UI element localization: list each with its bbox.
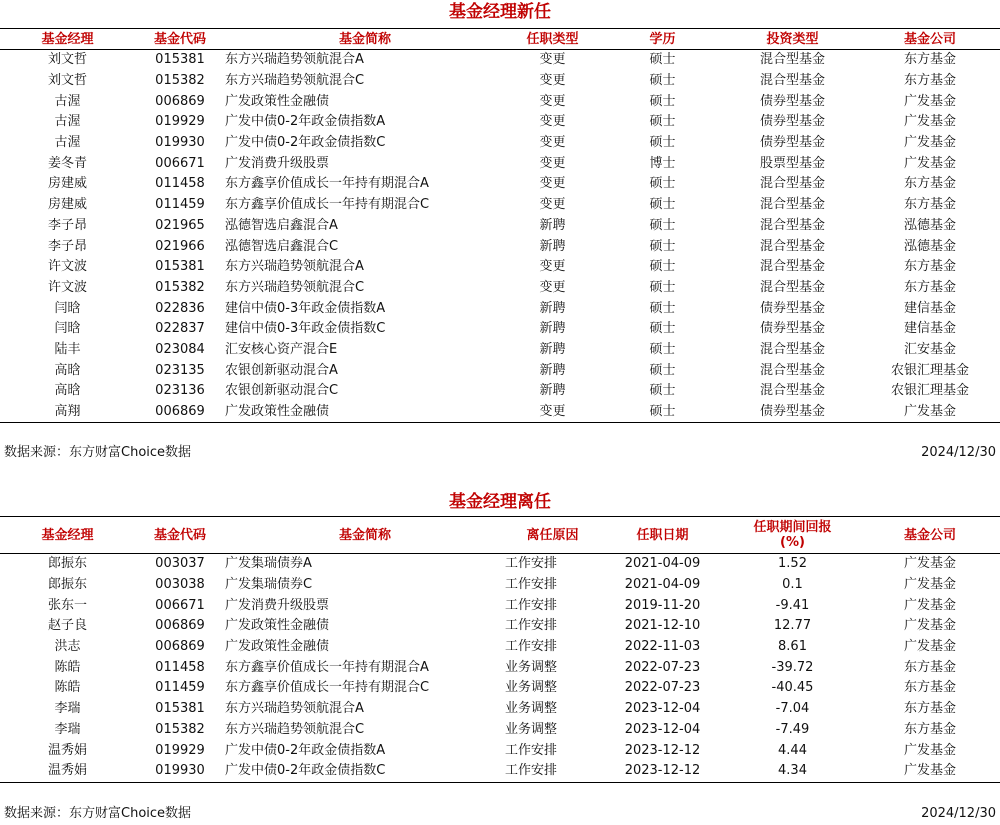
cell-departure-reason: 工作安排 — [505, 742, 558, 758]
cell-manager: 房建威 — [47, 176, 87, 192]
cell-code: 006869 — [155, 639, 205, 655]
cell-manager: 许文波 — [47, 279, 87, 295]
cell-tenure-return: 0.1 — [782, 577, 803, 593]
cell-manager: 温秀娟 — [47, 742, 87, 758]
table-row — [0, 216, 1000, 237]
new-managers-table — [0, 28, 1000, 423]
table-row — [0, 595, 1000, 616]
table-row — [0, 257, 1000, 278]
cell-tenure-return: -7.49 — [775, 721, 810, 737]
cell-departure-reason: 业务调整 — [505, 701, 558, 717]
cell-manager: 姜冬青 — [47, 155, 87, 171]
cell-manager: 洪志 — [54, 639, 81, 655]
cell-fund-name: 广发集瑞债券C — [225, 577, 313, 593]
cell-education: 博士 — [649, 155, 676, 171]
cell-fund-name: 农银创新驱动混合C — [225, 383, 339, 399]
cell-company: 东方基金 — [903, 659, 956, 675]
cell-manager: 刘文哲 — [47, 73, 87, 89]
cell-tenure-return: -40.45 — [771, 680, 814, 696]
cell-education: 硕士 — [649, 404, 676, 420]
cell-fund-name: 广发集瑞债券A — [225, 556, 312, 572]
departed-managers-footer — [0, 805, 1000, 823]
cell-code: 006869 — [155, 618, 205, 634]
cell-company: 东方基金 — [903, 680, 956, 696]
cell-tenure-start-date: 2022-11-03 — [624, 639, 701, 655]
cell-company: 东方基金 — [903, 259, 956, 275]
table-row — [0, 319, 1000, 340]
cell-company: 汇安基金 — [903, 341, 956, 357]
cell-company: 广发基金 — [903, 135, 956, 151]
cell-fund-name: 广发政策性金融债 — [225, 618, 330, 634]
cell-code: 015382 — [155, 279, 205, 295]
cell-education: 硕士 — [649, 321, 676, 337]
cell-code: 006671 — [155, 597, 205, 613]
departed-managers-header-row — [0, 517, 1000, 554]
cell-code: 011459 — [155, 680, 205, 696]
col-header-fund-name: 基金简称 — [338, 31, 391, 47]
cell-manager: 高翔 — [54, 404, 81, 420]
table-row — [0, 699, 1000, 720]
cell-departure-reason: 业务调整 — [505, 659, 558, 675]
col-header-tenure-start-date: 任职日期 — [636, 527, 689, 543]
cell-appointment-type: 新聘 — [539, 217, 566, 233]
cell-fund-name: 东方鑫享价值成长一年持有期混合C — [225, 197, 430, 213]
cell-company: 广发基金 — [903, 114, 956, 130]
col-header-code: 基金代码 — [153, 31, 206, 47]
cell-appointment-type: 新聘 — [539, 321, 566, 337]
table-row — [0, 616, 1000, 637]
table-row — [0, 554, 1000, 575]
cell-fund-name: 广发消费升级股票 — [225, 597, 330, 613]
cell-appointment-type: 新聘 — [539, 383, 566, 399]
cell-investment-type: 混合型基金 — [759, 362, 825, 378]
cell-fund-name: 泓德智选启鑫混合A — [225, 217, 338, 233]
cell-manager: 赵子良 — [47, 618, 87, 634]
cell-code: 015382 — [155, 721, 205, 737]
col-header-code: 基金代码 — [153, 527, 206, 543]
table-row — [0, 381, 1000, 402]
cell-company: 东方基金 — [903, 176, 956, 192]
cell-manager: 高晗 — [54, 383, 81, 399]
cell-code: 015381 — [155, 259, 205, 275]
cell-tenure-return: -39.72 — [771, 659, 814, 675]
cell-tenure-start-date: 2021-04-09 — [624, 577, 701, 593]
cell-departure-reason: 业务调整 — [505, 680, 558, 696]
new-managers-body — [0, 50, 1000, 423]
table-row — [0, 402, 1000, 423]
table-row — [0, 133, 1000, 154]
cell-company: 农银汇理基金 — [890, 383, 969, 399]
cell-fund-name: 汇安核心资产混合E — [225, 341, 338, 357]
table-row — [0, 91, 1000, 112]
new-managers-header-row — [0, 29, 1000, 50]
cell-education: 硕士 — [649, 93, 676, 109]
cell-code: 006869 — [155, 93, 205, 109]
cell-manager: 古渥 — [54, 135, 81, 151]
cell-departure-reason: 工作安排 — [505, 577, 558, 593]
cell-investment-type: 债券型基金 — [759, 404, 825, 420]
cell-fund-name: 广发中债0-2年政金债指数A — [225, 114, 386, 130]
cell-tenure-start-date: 2022-07-23 — [624, 659, 701, 675]
col-header-company: 基金公司 — [903, 527, 956, 543]
cell-fund-name: 东方鑫享价值成长一年持有期混合A — [225, 176, 429, 192]
table-row — [0, 174, 1000, 195]
cell-education: 硕士 — [649, 52, 676, 68]
cell-fund-name: 广发中债0-2年政金债指数C — [225, 135, 386, 151]
cell-manager: 张东一 — [47, 597, 87, 613]
cell-investment-type: 混合型基金 — [759, 217, 825, 233]
new-managers-section — [0, 2, 1000, 423]
table-row — [0, 720, 1000, 741]
cell-appointment-type: 变更 — [539, 176, 566, 192]
cell-fund-name: 东方兴瑞趋势领航混合C — [225, 279, 365, 295]
data-source-note: 数据来源：东方财富Choice数据 — [4, 445, 192, 460]
cell-tenure-return: -9.41 — [775, 597, 810, 613]
departed-managers-section — [0, 492, 1000, 783]
cell-code: 019930 — [155, 135, 205, 151]
cell-tenure-return: 8.61 — [778, 639, 807, 655]
cell-tenure-start-date: 2021-04-09 — [624, 556, 701, 572]
departed-managers-table — [0, 516, 1000, 783]
cell-tenure-return: 4.34 — [778, 763, 807, 779]
table-row — [0, 340, 1000, 361]
cell-code: 011459 — [155, 197, 205, 213]
cell-appointment-type: 变更 — [539, 155, 566, 171]
cell-education: 硕士 — [649, 383, 676, 399]
cell-company: 广发基金 — [903, 618, 956, 634]
cell-tenure-start-date: 2022-07-23 — [624, 680, 701, 696]
cell-company: 广发基金 — [903, 93, 956, 109]
cell-education: 硕士 — [649, 300, 676, 316]
table-row — [0, 153, 1000, 174]
table-row — [0, 278, 1000, 299]
cell-manager: 李瑞 — [54, 701, 81, 717]
cell-investment-type: 债券型基金 — [759, 300, 825, 316]
table-row — [0, 575, 1000, 596]
cell-code: 003038 — [155, 577, 205, 593]
cell-manager: 闫晗 — [54, 300, 81, 316]
cell-company: 东方基金 — [903, 73, 956, 89]
table-row — [0, 298, 1000, 319]
cell-manager: 许文波 — [47, 259, 87, 275]
cell-investment-type: 混合型基金 — [759, 279, 825, 295]
table-row — [0, 50, 1000, 71]
cell-manager: 闫晗 — [54, 321, 81, 337]
cell-tenure-return: 12.77 — [773, 618, 812, 634]
report-date: 2024/12/30 — [921, 806, 996, 821]
col-header-tenure-return-unit: (%) — [780, 535, 805, 550]
cell-fund-name: 东方兴瑞趋势领航混合A — [225, 701, 364, 717]
table-row — [0, 761, 1000, 782]
cell-investment-type: 混合型基金 — [759, 238, 825, 254]
cell-code: 023136 — [155, 383, 205, 399]
cell-manager: 古渥 — [54, 93, 81, 109]
cell-code: 021966 — [155, 238, 205, 254]
cell-fund-name: 广发中债0-2年政金债指数C — [225, 763, 386, 779]
cell-departure-reason: 工作安排 — [505, 639, 558, 655]
cell-company: 建信基金 — [903, 300, 956, 316]
cell-appointment-type: 变更 — [539, 135, 566, 151]
cell-manager: 高晗 — [54, 362, 81, 378]
cell-education: 硕士 — [649, 362, 676, 378]
cell-education: 硕士 — [649, 279, 676, 295]
cell-company: 东方基金 — [903, 52, 956, 68]
cell-investment-type: 混合型基金 — [759, 73, 825, 89]
cell-company: 广发基金 — [903, 597, 956, 613]
cell-tenure-start-date: 2023-12-12 — [624, 742, 701, 758]
cell-education: 硕士 — [649, 259, 676, 275]
cell-tenure-start-date: 2023-12-12 — [624, 763, 701, 779]
table-row — [0, 657, 1000, 678]
cell-manager: 陈皓 — [54, 659, 81, 675]
cell-code: 019930 — [155, 763, 205, 779]
cell-company: 建信基金 — [903, 321, 956, 337]
cell-appointment-type: 变更 — [539, 279, 566, 295]
cell-code: 021965 — [155, 217, 205, 233]
col-header-manager: 基金经理 — [41, 31, 94, 47]
cell-code: 011458 — [155, 659, 205, 675]
col-header-education: 学历 — [649, 31, 676, 47]
cell-manager: 陈皓 — [54, 680, 81, 696]
cell-company: 泓德基金 — [903, 217, 956, 233]
cell-education: 硕士 — [649, 341, 676, 357]
cell-company: 广发基金 — [903, 577, 956, 593]
table-row — [0, 678, 1000, 699]
cell-fund-name: 东方兴瑞趋势领航混合A — [225, 259, 364, 275]
table-row — [0, 195, 1000, 216]
col-header-departure-reason: 离任原因 — [526, 527, 579, 543]
cell-investment-type: 股票型基金 — [759, 155, 825, 171]
cell-appointment-type: 变更 — [539, 259, 566, 275]
cell-manager: 李瑞 — [54, 721, 81, 737]
cell-manager: 李子昂 — [47, 217, 87, 233]
cell-fund-name: 建信中债0-3年政金债指数A — [225, 300, 386, 316]
table-row — [0, 71, 1000, 92]
col-header-investment-type: 投资类型 — [766, 31, 819, 47]
cell-tenure-start-date: 2023-12-04 — [624, 701, 701, 717]
cell-appointment-type: 新聘 — [539, 341, 566, 357]
cell-appointment-type: 变更 — [539, 93, 566, 109]
cell-tenure-start-date: 2023-12-04 — [624, 721, 701, 737]
cell-fund-name: 东方鑫享价值成长一年持有期混合C — [225, 680, 430, 696]
cell-code: 023084 — [155, 341, 205, 357]
table-row — [0, 637, 1000, 658]
col-header-fund-name: 基金简称 — [338, 527, 391, 543]
cell-fund-name: 东方鑫享价值成长一年持有期混合A — [225, 659, 429, 675]
report-date: 2024/12/30 — [921, 445, 996, 460]
cell-investment-type: 债券型基金 — [759, 321, 825, 337]
cell-code: 019929 — [155, 114, 205, 130]
col-header-appointment-type: 任职类型 — [526, 31, 579, 47]
table-row — [0, 740, 1000, 761]
cell-fund-name: 广发政策性金融债 — [225, 404, 330, 420]
cell-fund-name: 泓德智选启鑫混合C — [225, 238, 339, 254]
cell-company: 东方基金 — [903, 701, 956, 717]
cell-code: 019929 — [155, 742, 205, 758]
cell-fund-name: 广发消费升级股票 — [225, 155, 330, 171]
cell-fund-name: 广发政策性金融债 — [225, 639, 330, 655]
cell-company: 广发基金 — [903, 742, 956, 758]
cell-code: 006869 — [155, 404, 205, 420]
cell-appointment-type: 变更 — [539, 404, 566, 420]
cell-company: 广发基金 — [903, 404, 956, 420]
cell-investment-type: 债券型基金 — [759, 93, 825, 109]
cell-investment-type: 混合型基金 — [759, 383, 825, 399]
cell-appointment-type: 变更 — [539, 197, 566, 213]
cell-company: 广发基金 — [903, 155, 956, 171]
data-source-note: 数据来源：东方财富Choice数据 — [4, 806, 192, 821]
cell-appointment-type: 变更 — [539, 114, 566, 130]
cell-company: 东方基金 — [903, 197, 956, 213]
cell-code: 003037 — [155, 556, 205, 572]
cell-code: 022836 — [155, 300, 205, 316]
cell-code: 022837 — [155, 321, 205, 337]
cell-manager: 郎振东 — [47, 556, 87, 572]
cell-fund-name: 农银创新驱动混合A — [225, 362, 338, 378]
table-row — [0, 360, 1000, 381]
table-row — [0, 236, 1000, 257]
cell-fund-name: 东方兴瑞趋势领航混合C — [225, 73, 365, 89]
cell-manager: 郎振东 — [47, 577, 87, 593]
cell-company: 泓德基金 — [903, 238, 956, 254]
cell-company: 东方基金 — [903, 279, 956, 295]
col-header-tenure-return-line1: 任职期间回报 — [753, 520, 832, 535]
cell-education: 硕士 — [649, 217, 676, 233]
cell-code: 015381 — [155, 701, 205, 717]
cell-manager: 李子昂 — [47, 238, 87, 254]
cell-company: 广发基金 — [903, 639, 956, 655]
cell-manager: 刘文哲 — [47, 52, 87, 68]
cell-manager: 古渥 — [54, 114, 81, 130]
cell-investment-type: 债券型基金 — [759, 135, 825, 151]
cell-education: 硕士 — [649, 176, 676, 192]
col-header-manager: 基金经理 — [41, 527, 94, 543]
cell-tenure-start-date: 2019-11-20 — [624, 597, 701, 613]
cell-fund-name: 广发中债0-2年政金债指数A — [225, 742, 386, 758]
table-row — [0, 112, 1000, 133]
cell-code: 006671 — [155, 155, 205, 171]
cell-code: 011458 — [155, 176, 205, 192]
cell-tenure-return: 1.52 — [778, 556, 807, 572]
cell-education: 硕士 — [649, 73, 676, 89]
cell-investment-type: 混合型基金 — [759, 259, 825, 275]
cell-investment-type: 债券型基金 — [759, 114, 825, 130]
cell-code: 023135 — [155, 362, 205, 378]
cell-appointment-type: 变更 — [539, 52, 566, 68]
cell-fund-name: 广发政策性金融债 — [225, 93, 330, 109]
cell-tenure-start-date: 2021-12-10 — [624, 618, 701, 634]
cell-education: 硕士 — [649, 238, 676, 254]
cell-investment-type: 混合型基金 — [759, 176, 825, 192]
cell-appointment-type: 新聘 — [539, 300, 566, 316]
col-header-tenure-return — [725, 517, 860, 554]
cell-tenure-return: 4.44 — [778, 742, 807, 758]
cell-company: 东方基金 — [903, 721, 956, 737]
new-managers-footer — [0, 444, 1000, 462]
cell-appointment-type: 新聘 — [539, 362, 566, 378]
cell-fund-name: 东方兴瑞趋势领航混合C — [225, 721, 365, 737]
new-managers-title: 基金经理新任 — [449, 2, 551, 22]
cell-investment-type: 混合型基金 — [759, 197, 825, 213]
cell-education: 硕士 — [649, 135, 676, 151]
cell-manager: 温秀娟 — [47, 763, 87, 779]
cell-departure-reason: 工作安排 — [505, 597, 558, 613]
cell-company: 广发基金 — [903, 556, 956, 572]
cell-departure-reason: 业务调整 — [505, 721, 558, 737]
cell-education: 硕士 — [649, 114, 676, 130]
cell-investment-type: 混合型基金 — [759, 341, 825, 357]
cell-appointment-type: 新聘 — [539, 238, 566, 254]
cell-fund-name: 建信中债0-3年政金债指数C — [225, 321, 386, 337]
cell-departure-reason: 工作安排 — [505, 618, 558, 634]
cell-departure-reason: 工作安排 — [505, 763, 558, 779]
cell-manager: 房建威 — [47, 197, 87, 213]
cell-company: 广发基金 — [903, 763, 956, 779]
cell-manager: 陆丰 — [54, 341, 81, 357]
cell-tenure-return: -7.04 — [775, 701, 810, 717]
departed-managers-title: 基金经理离任 — [449, 492, 551, 512]
cell-code: 015382 — [155, 73, 205, 89]
cell-investment-type: 混合型基金 — [759, 52, 825, 68]
cell-fund-name: 东方兴瑞趋势领航混合A — [225, 52, 364, 68]
cell-departure-reason: 工作安排 — [505, 556, 558, 572]
cell-appointment-type: 变更 — [539, 73, 566, 89]
cell-education: 硕士 — [649, 197, 676, 213]
departed-managers-body — [0, 554, 1000, 783]
cell-company: 农银汇理基金 — [890, 362, 969, 378]
col-header-company: 基金公司 — [903, 31, 956, 47]
cell-code: 015381 — [155, 52, 205, 68]
